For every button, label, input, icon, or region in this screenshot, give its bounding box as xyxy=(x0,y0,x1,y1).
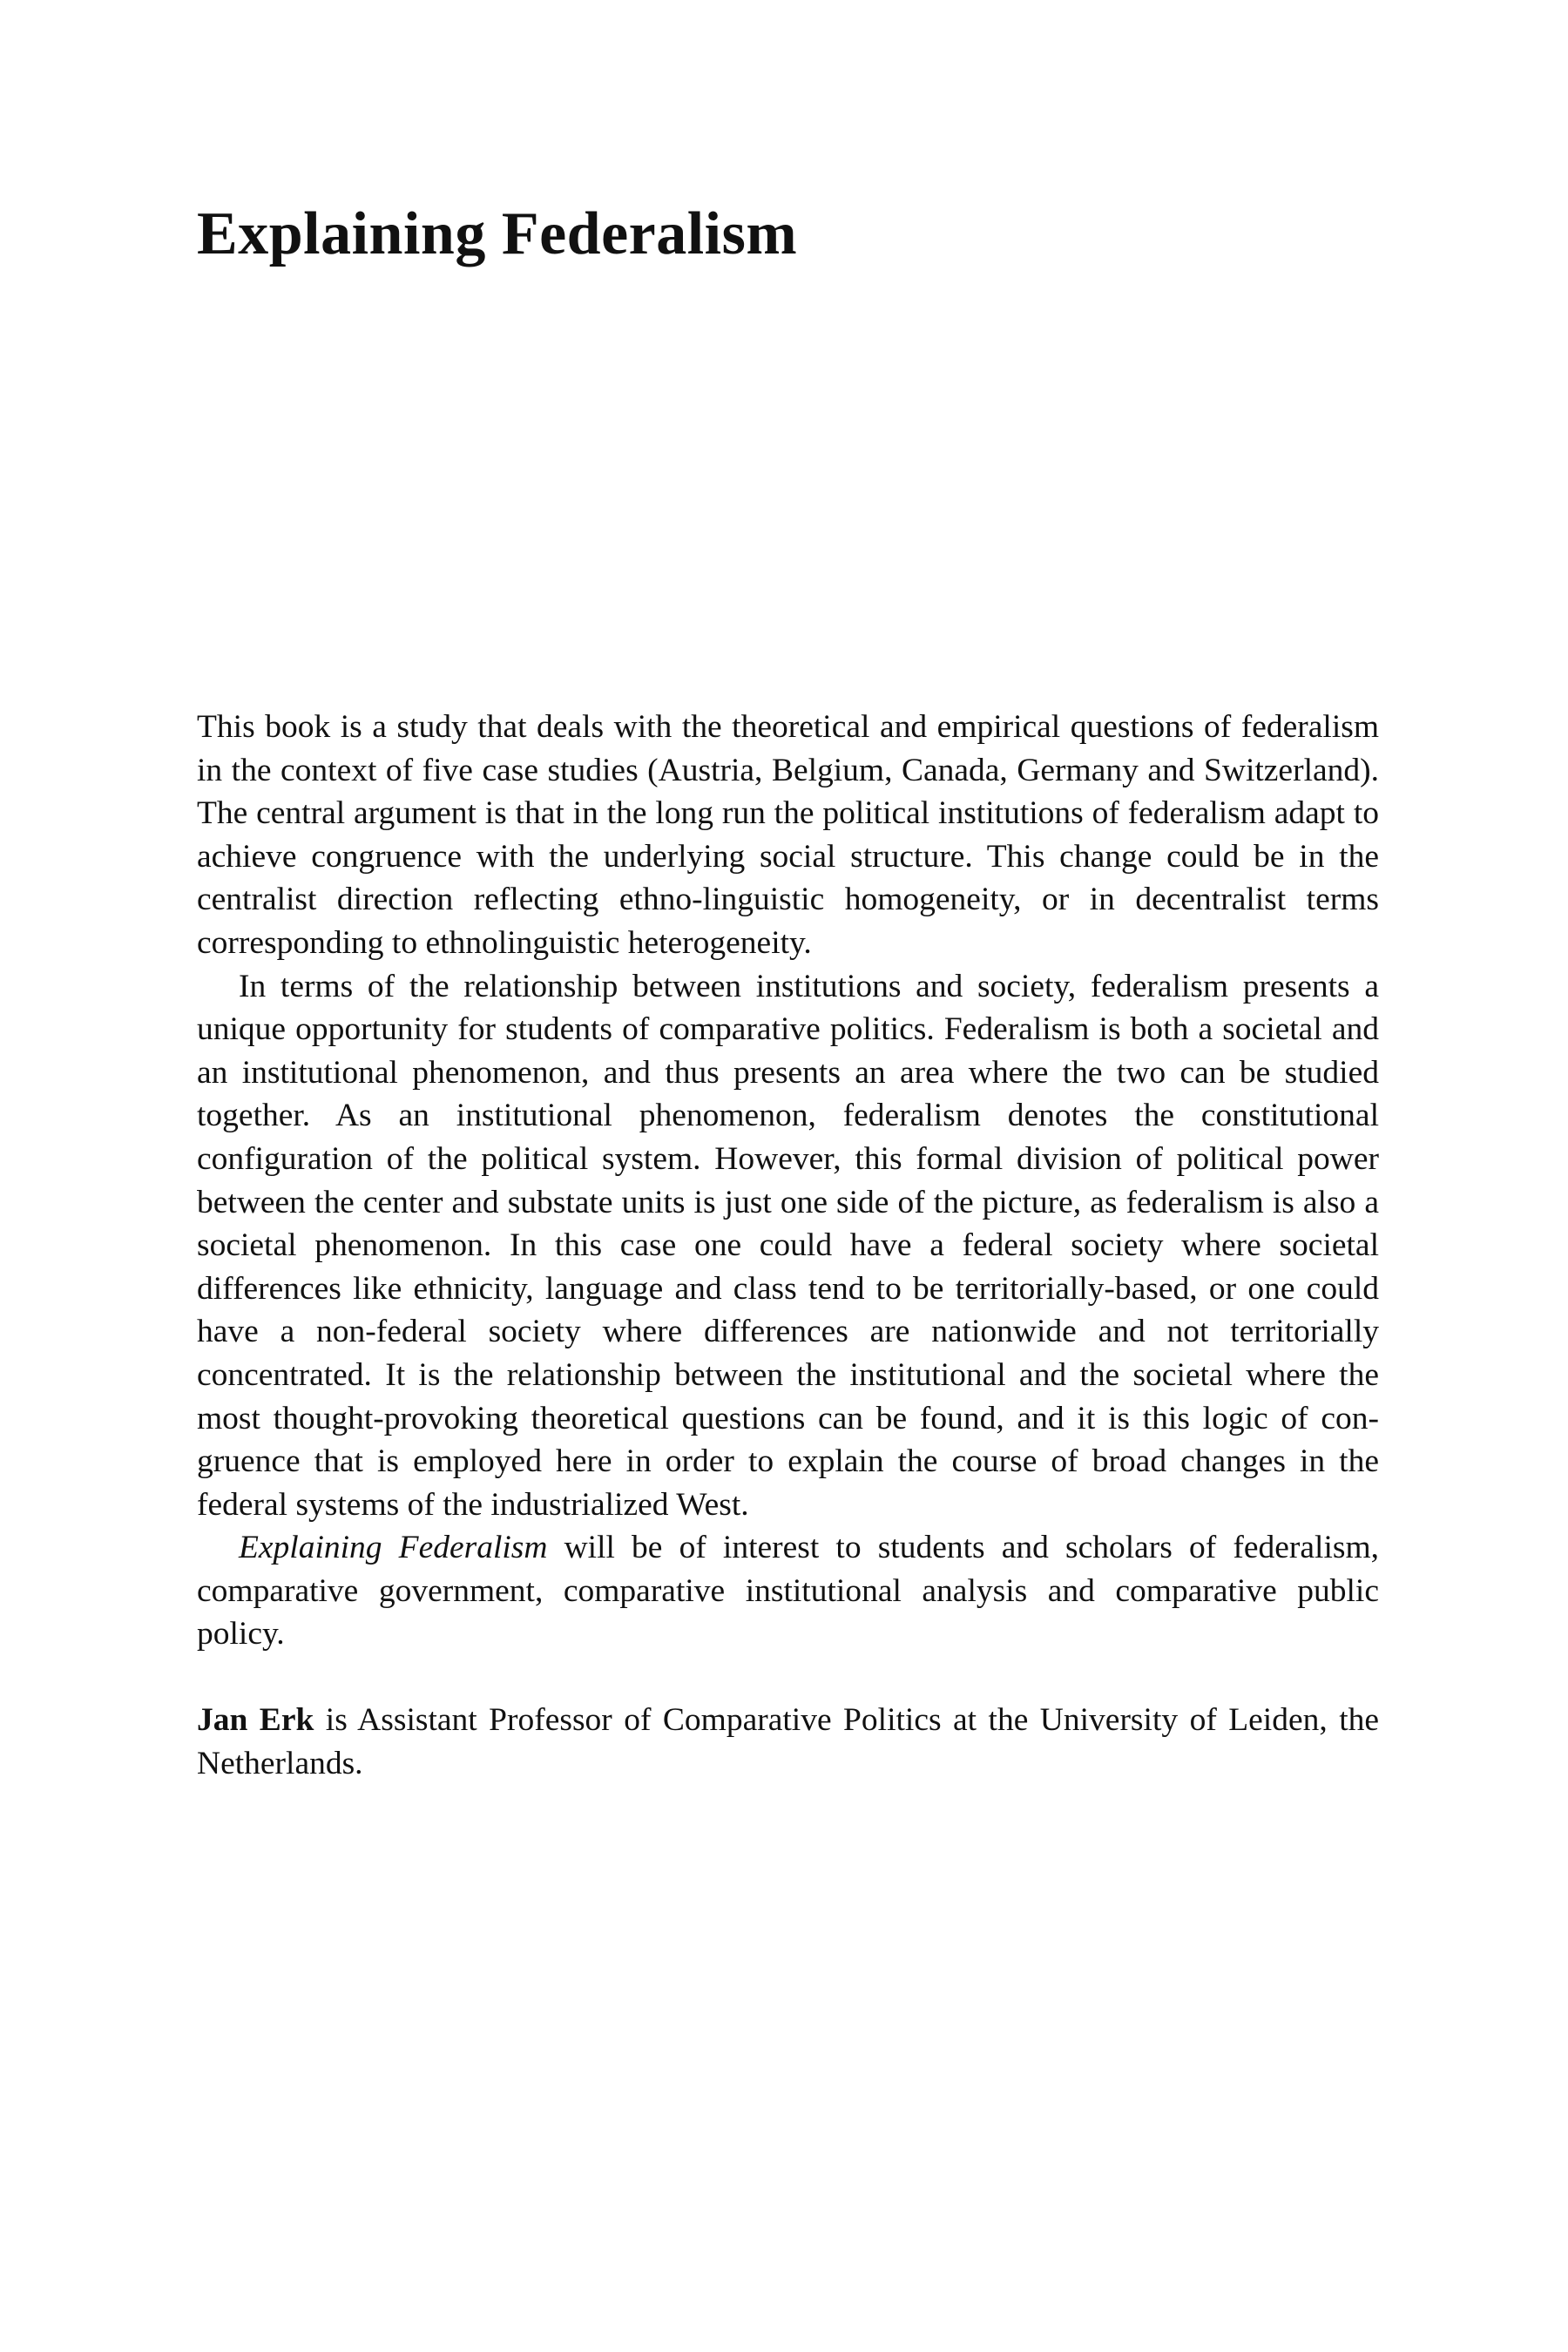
audience-text: will be of interest to students and scholars of federalism, comparative government, comparative institutional analysis and comparative public policy. xyxy=(197,1530,1379,1652)
paragraph-argument: In terms of the relationship between institutions and society, federalism presents a unique opportunity for students of comparative politics. Federalism is both a societal and an institutional phenomenon, and thus presents an area where the two can be studied together. As an institutional phenomenon, federalism denotes the constitutional configuration of the political system. However, this formal division of political power between the center and substate units is just one side of the picture, as federalism is also a societal phenomenon. In this case one could have a federal society where societal differences like ethnicity, language and class tend to be territorially-based, or one could have a non-federal society where differences are nationwide and not territorially concentrated. It is the relationship between the institutional and the societal where the most thought-provoking theoretical questions can be found, and it is this logic of congruence that is employed here in order to explain the course of broad changes in the federal systems of the industrialized West. xyxy=(197,968,1379,1523)
paragraph-audience xyxy=(197,1526,1379,1656)
author-name: Jan Erk xyxy=(197,1702,314,1739)
page-title: Explaining Federalism xyxy=(197,200,798,267)
author-affiliation: is Assistant Professor of Comparative Politics at the University of Leiden, the Netherlands. xyxy=(197,1702,1380,1781)
paragraph-summary: This book is a study that deals with the theoretical and empirical questions of federalism in the context of five case studies (Austria, Belgium, Canada, Germany and Switzerland). The central argument is that in the long run the political institutions of federalism adapt to achieve congruence with the underlying social structure. This change could be in the centralist direction reflecting ethno-linguistic homogeneity, or in decentralist terms corresponding to ethnolinguistic heterogeneity. xyxy=(197,709,1379,961)
author-bio xyxy=(197,1699,1379,1785)
book-title-italic: Explaining Federalism xyxy=(239,1530,548,1566)
book-description xyxy=(197,706,1379,1785)
